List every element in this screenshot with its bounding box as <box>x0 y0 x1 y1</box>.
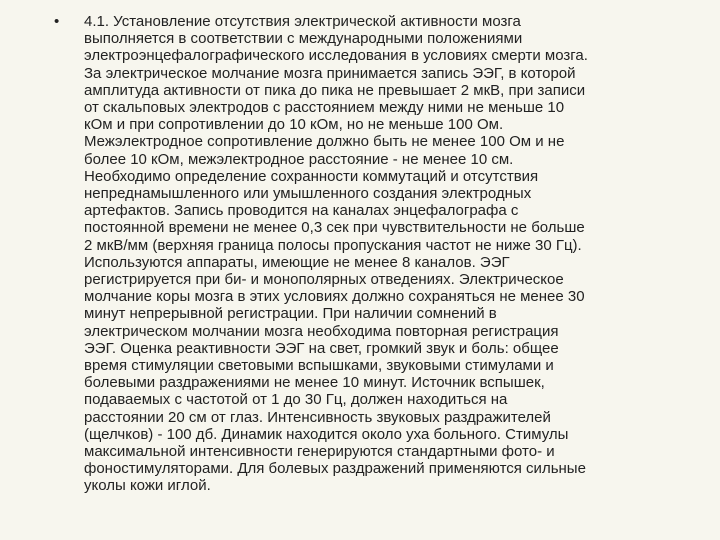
text-line: Необходимо определение сохранности коммутаций и отсутствия <box>84 167 539 185</box>
text-line: Межэлектродное сопротивление должно быть не менее 100 Ом и не <box>84 133 565 151</box>
text-line: кОм и при сопротивлении до 10 кОм, но не меньше 100 Ом. <box>84 116 504 134</box>
text-line: За электрическое молчание мозга принимается запись ЭЭГ, в которой <box>84 64 576 82</box>
text-line: электрическом молчании мозга необходима повторная регистрация <box>84 322 559 340</box>
text-line: минут непрерывной регистрации. При наличии сомнений в <box>84 305 497 323</box>
bullet-paragraph <box>84 13 684 495</box>
text-line: от скальповых электродов с расстоянием между ними не меньше 10 <box>84 99 565 117</box>
text-line: Используются аппараты, имеющие не менее 8 каналов. ЭЭГ <box>84 253 510 271</box>
text-line: выполняется в соответствии с международными положениями <box>84 30 523 48</box>
text-line: болевыми раздражениями не менее 10 минут. Источник вспышек, <box>84 374 545 392</box>
text-line: электроэнцефалографического исследования в условиях смерти мозга. <box>84 47 588 65</box>
text-line: 2 мкВ/мм (верхняя граница полосы пропускания частот не ниже 30 Гц). <box>84 236 582 254</box>
text-line: непреднамышленного или умышленного создания электродных <box>84 185 532 203</box>
text-line: регистрируется при би- и монополярных отведениях. Электрическое <box>84 271 564 289</box>
text-line: артефактов. Запись проводится на каналах энцефалографа с <box>84 202 519 220</box>
bullet-icon: • <box>54 13 60 30</box>
text-line: подаваемых с частотой от 1 до 30 Гц, должен находиться на <box>84 391 508 409</box>
text-line: фоностимуляторами. Для болевых раздражений применяются сильные <box>84 460 586 478</box>
text-line: постоянной времени не менее 0,3 сек при чувствительности не больше <box>84 219 585 237</box>
text-line: молчание коры мозга в этих условиях должно сохраняться не менее 30 <box>84 288 585 306</box>
text-line: максимальной интенсивности генерируются стандартными фото- и <box>84 443 555 461</box>
text-line: 4.1. Установление отсутствия электрической активности мозга <box>84 13 521 30</box>
text-line: более 10 кОм, межэлектродное расстояние - не менее 10 см. <box>84 150 514 168</box>
text-line: расстоянии 20 см от глаз. Интенсивность звуковых раздражителей <box>84 408 551 426</box>
text-line: уколы кожи иглой. <box>84 477 211 495</box>
text-line: время стимуляции световыми вспышками, звуковыми стимулами и <box>84 357 554 375</box>
text-line: ЭЭГ. Оценка реактивности ЭЭГ на свет, громкий звук и боль: общее <box>84 339 559 357</box>
text-line: (щелчков) - 100 дб. Динамик находится около уха больного. Стимулы <box>84 425 569 443</box>
text-line: амплитуда активности от пика до пика не превышает 2 мкВ, при записи <box>84 81 586 99</box>
